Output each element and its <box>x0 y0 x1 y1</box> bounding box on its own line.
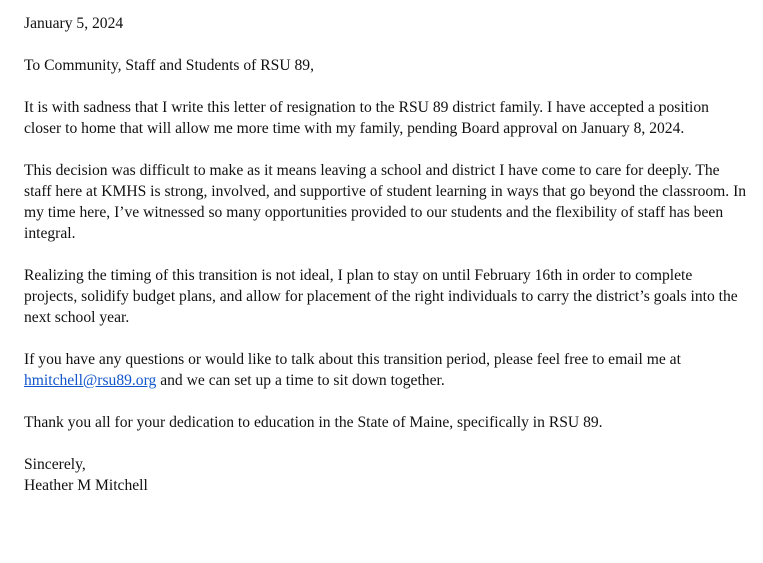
paragraph-transition: Realizing the timing of this transition is not ideal, I plan to stay on until February 16th in order to complete projects, solidify budget plans, and allow for placement of the right individuals to carry the district’s goals into the next school year. <box>24 267 738 326</box>
paragraph-resignation: It is with sadness that I write this letter of resignation to the RSU 89 district family. I have accepted a position closer to home that will allow me more time with my family, pending Board approval on January 8, 2024. <box>24 99 709 137</box>
letter-body <box>24 13 749 496</box>
letter-salutation: To Community, Staff and Students of RSU 89, <box>24 57 314 74</box>
paragraph-contact <box>24 349 749 391</box>
contact-text-after: and we can set up a time to sit down together. <box>156 372 445 389</box>
letter-signature: Heather M Mitchell <box>24 477 148 494</box>
letter-date: January 5, 2024 <box>24 15 124 32</box>
paragraph-thanks: Thank you all for your dedication to education in the State of Maine, specifically in RSU 89. <box>24 414 603 431</box>
letter-closing: Sincerely, <box>24 456 86 473</box>
paragraph-decision: This decision was difficult to make as it means leaving a school and district I have come to care for deeply. The staff here at KMHS is strong, involved, and supportive of student learning in ways that go beyond the classroom. In my time here, I’ve witnessed so many opportunities provided to our students and the flexibility of staff has been integral. <box>24 162 747 242</box>
contact-text-before: If you have any questions or would like to talk about this transition period, please feel free to email me at <box>24 351 681 368</box>
email-link[interactable]: hmitchell@rsu89.org <box>24 372 157 389</box>
